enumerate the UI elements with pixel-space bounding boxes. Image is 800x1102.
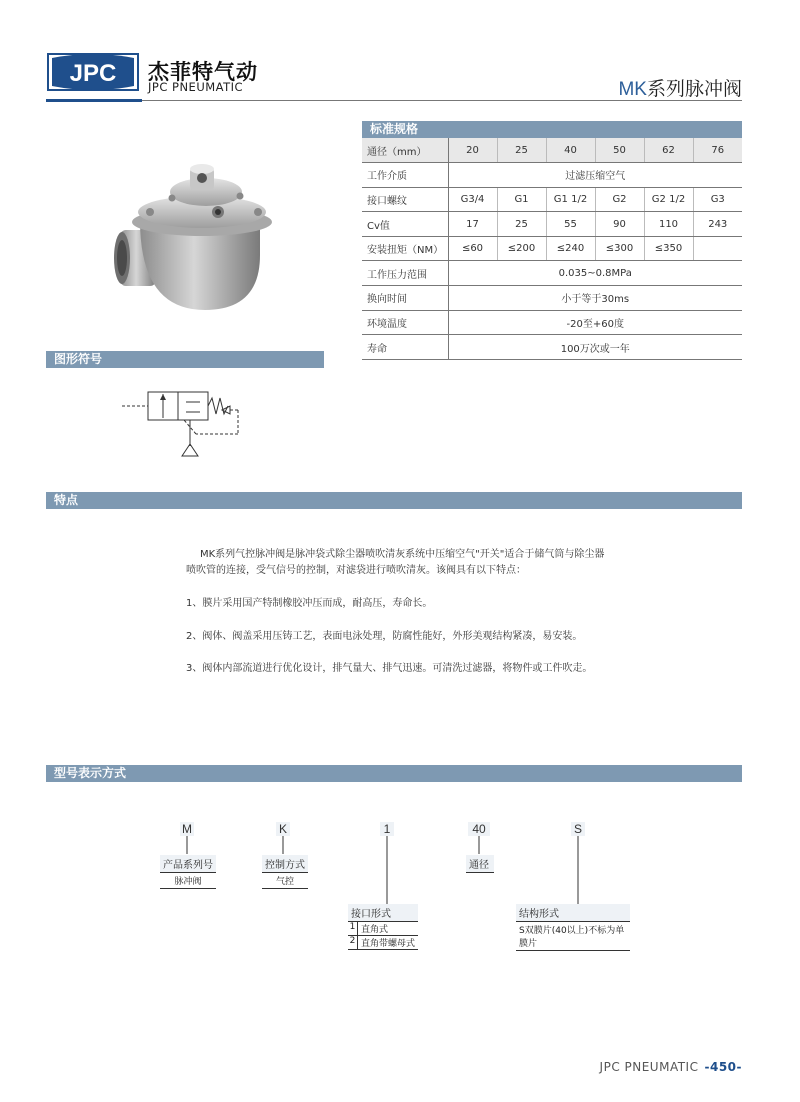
spec-cell: 110 — [644, 212, 693, 237]
feature-item-3: 3、阀体内部流道进行优化设计，排气量大、排气迅速。可清洗过滤器，将物件或工件吹走。 — [186, 663, 593, 674]
valve-symbol — [118, 384, 248, 462]
desc-series-value: 脉冲阀 — [160, 873, 216, 889]
spec-cell — [693, 236, 742, 261]
spec-cell: ≤60 — [448, 236, 497, 261]
features-intro-line2: 喷吹管的连接，受气信号的控制，对滤袋进行喷吹清灰。该阀具有以下特点： — [186, 565, 526, 576]
desc-port-option — [348, 936, 418, 950]
spec-label: 换向时间 — [362, 286, 448, 311]
desc-size — [466, 855, 494, 873]
spec-cell: 62 — [644, 138, 693, 163]
spec-label: 环境温度 — [362, 310, 448, 335]
spec-cell: 90 — [595, 212, 644, 237]
desc-port — [348, 904, 418, 950]
spec-cell: G1 — [497, 187, 546, 212]
product-photo — [110, 160, 280, 320]
desc-control-label: 控制方式 — [262, 855, 308, 873]
code-control: K — [276, 822, 290, 836]
code-structure: S — [571, 822, 585, 836]
spec-row-thread — [362, 187, 742, 212]
desc-series-label: 产品系列号 — [160, 855, 216, 873]
header-rule — [46, 100, 742, 101]
spec-label: 安装扭矩（NM） — [362, 236, 448, 261]
spec-cell: G3/4 — [448, 187, 497, 212]
code-series: M — [182, 822, 192, 836]
spec-cell: 过滤压缩空气 — [448, 163, 742, 188]
code-port: 1 — [380, 822, 394, 836]
spec-cell: 40 — [546, 138, 595, 163]
spec-cell: 20 — [448, 138, 497, 163]
spec-cell: ≤200 — [497, 236, 546, 261]
jpc-logo — [46, 52, 140, 92]
spec-label: 通径（mm） — [362, 138, 448, 163]
page-title — [618, 74, 742, 101]
spec-row-life — [362, 335, 742, 360]
symbol-section-bar: 图形符号 — [46, 351, 324, 368]
desc-size-label: 通径 — [466, 855, 494, 873]
desc-control-value: 气控 — [262, 873, 308, 889]
spec-cell: 小于等于30ms — [448, 286, 742, 311]
spec-label: 寿命 — [362, 335, 448, 360]
brand-name-cn: 杰菲特气动 — [148, 60, 258, 84]
spec-row-medium — [362, 163, 742, 188]
spec-cell: 17 — [448, 212, 497, 237]
spec-row-torque — [362, 236, 742, 261]
svg-text:JPC: JPC — [69, 60, 117, 87]
desc-port-option-text: 直角式 — [361, 925, 389, 935]
title-model: MK — [618, 79, 647, 100]
spec-cell: 0.035~0.8MPa — [448, 261, 742, 286]
spec-cell: G1 1/2 — [546, 187, 595, 212]
spec-cell: -20至+60度 — [448, 310, 742, 335]
spec-cell: 25 — [497, 212, 546, 237]
spec-cell: ≤350 — [644, 236, 693, 261]
spec-cell: G2 1/2 — [644, 187, 693, 212]
page-number: -450- — [704, 1060, 742, 1074]
code-size: 40 — [468, 822, 490, 836]
desc-port-label: 接口形式 — [348, 904, 418, 922]
desc-structure-value: S双膜片(40以上)不标为单膜片 — [516, 922, 630, 951]
feature-item-2: 2、阀体、阀盖采用压铸工艺，表面电泳处理，防腐性能好，外形美观结构紧凑，易安装。 — [186, 631, 583, 642]
desc-control — [262, 855, 308, 889]
spec-cell: 76 — [693, 138, 742, 163]
title-text: 系列脉冲阀 — [646, 78, 742, 100]
page-footer — [600, 1060, 742, 1074]
features-intro-line1: MK系列气控脉冲阀是脉冲袋式除尘器喷吹清灰系统中压缩空气"开关"适合于储气筒与除尘器 — [200, 549, 605, 560]
desc-port-option-no: 2 — [348, 936, 358, 949]
spec-cell: 50 — [595, 138, 644, 163]
spec-cell: 25 — [497, 138, 546, 163]
desc-series — [160, 855, 216, 889]
spec-row-pressure — [362, 261, 742, 286]
feature-item-1: 1、膜片采用国产特制橡胶冲压而成，耐高压，寿命长。 — [186, 598, 433, 609]
spec-label: 接口螺纹 — [362, 187, 448, 212]
features-section-bar: 特点 — [46, 492, 742, 509]
spec-cell: 100万次或一年 — [448, 335, 742, 360]
model-section-bar: 型号表示方式 — [46, 765, 742, 782]
spec-cell: ≤240 — [546, 236, 595, 261]
spec-cell: 55 — [546, 212, 595, 237]
footer-brand: JPC PNEUMATIC — [599, 1060, 699, 1074]
spec-row-bore — [362, 138, 742, 163]
header-accent — [46, 99, 142, 102]
spec-table — [362, 138, 742, 360]
spec-cell: ≤300 — [595, 236, 644, 261]
spec-label: 工作压力范围 — [362, 261, 448, 286]
spec-label: Cv值 — [362, 212, 448, 237]
desc-port-option-text: 直角带螺母式 — [361, 939, 416, 949]
spec-section-bar: 标准规格 — [362, 121, 742, 138]
brand-name-en: JPC PNEUMATIC — [148, 80, 244, 94]
desc-port-option — [348, 922, 418, 936]
spec-row-temperature — [362, 310, 742, 335]
desc-port-option-no: 1 — [348, 922, 358, 935]
spec-row-cv — [362, 212, 742, 237]
spec-cell: G3 — [693, 187, 742, 212]
desc-structure — [516, 904, 630, 951]
desc-structure-label: 结构形式 — [516, 904, 630, 922]
spec-cell: 243 — [693, 212, 742, 237]
spec-cell: G2 — [595, 187, 644, 212]
spec-row-switch-time — [362, 286, 742, 311]
features-intro — [186, 547, 626, 579]
spec-label: 工作介质 — [362, 163, 448, 188]
